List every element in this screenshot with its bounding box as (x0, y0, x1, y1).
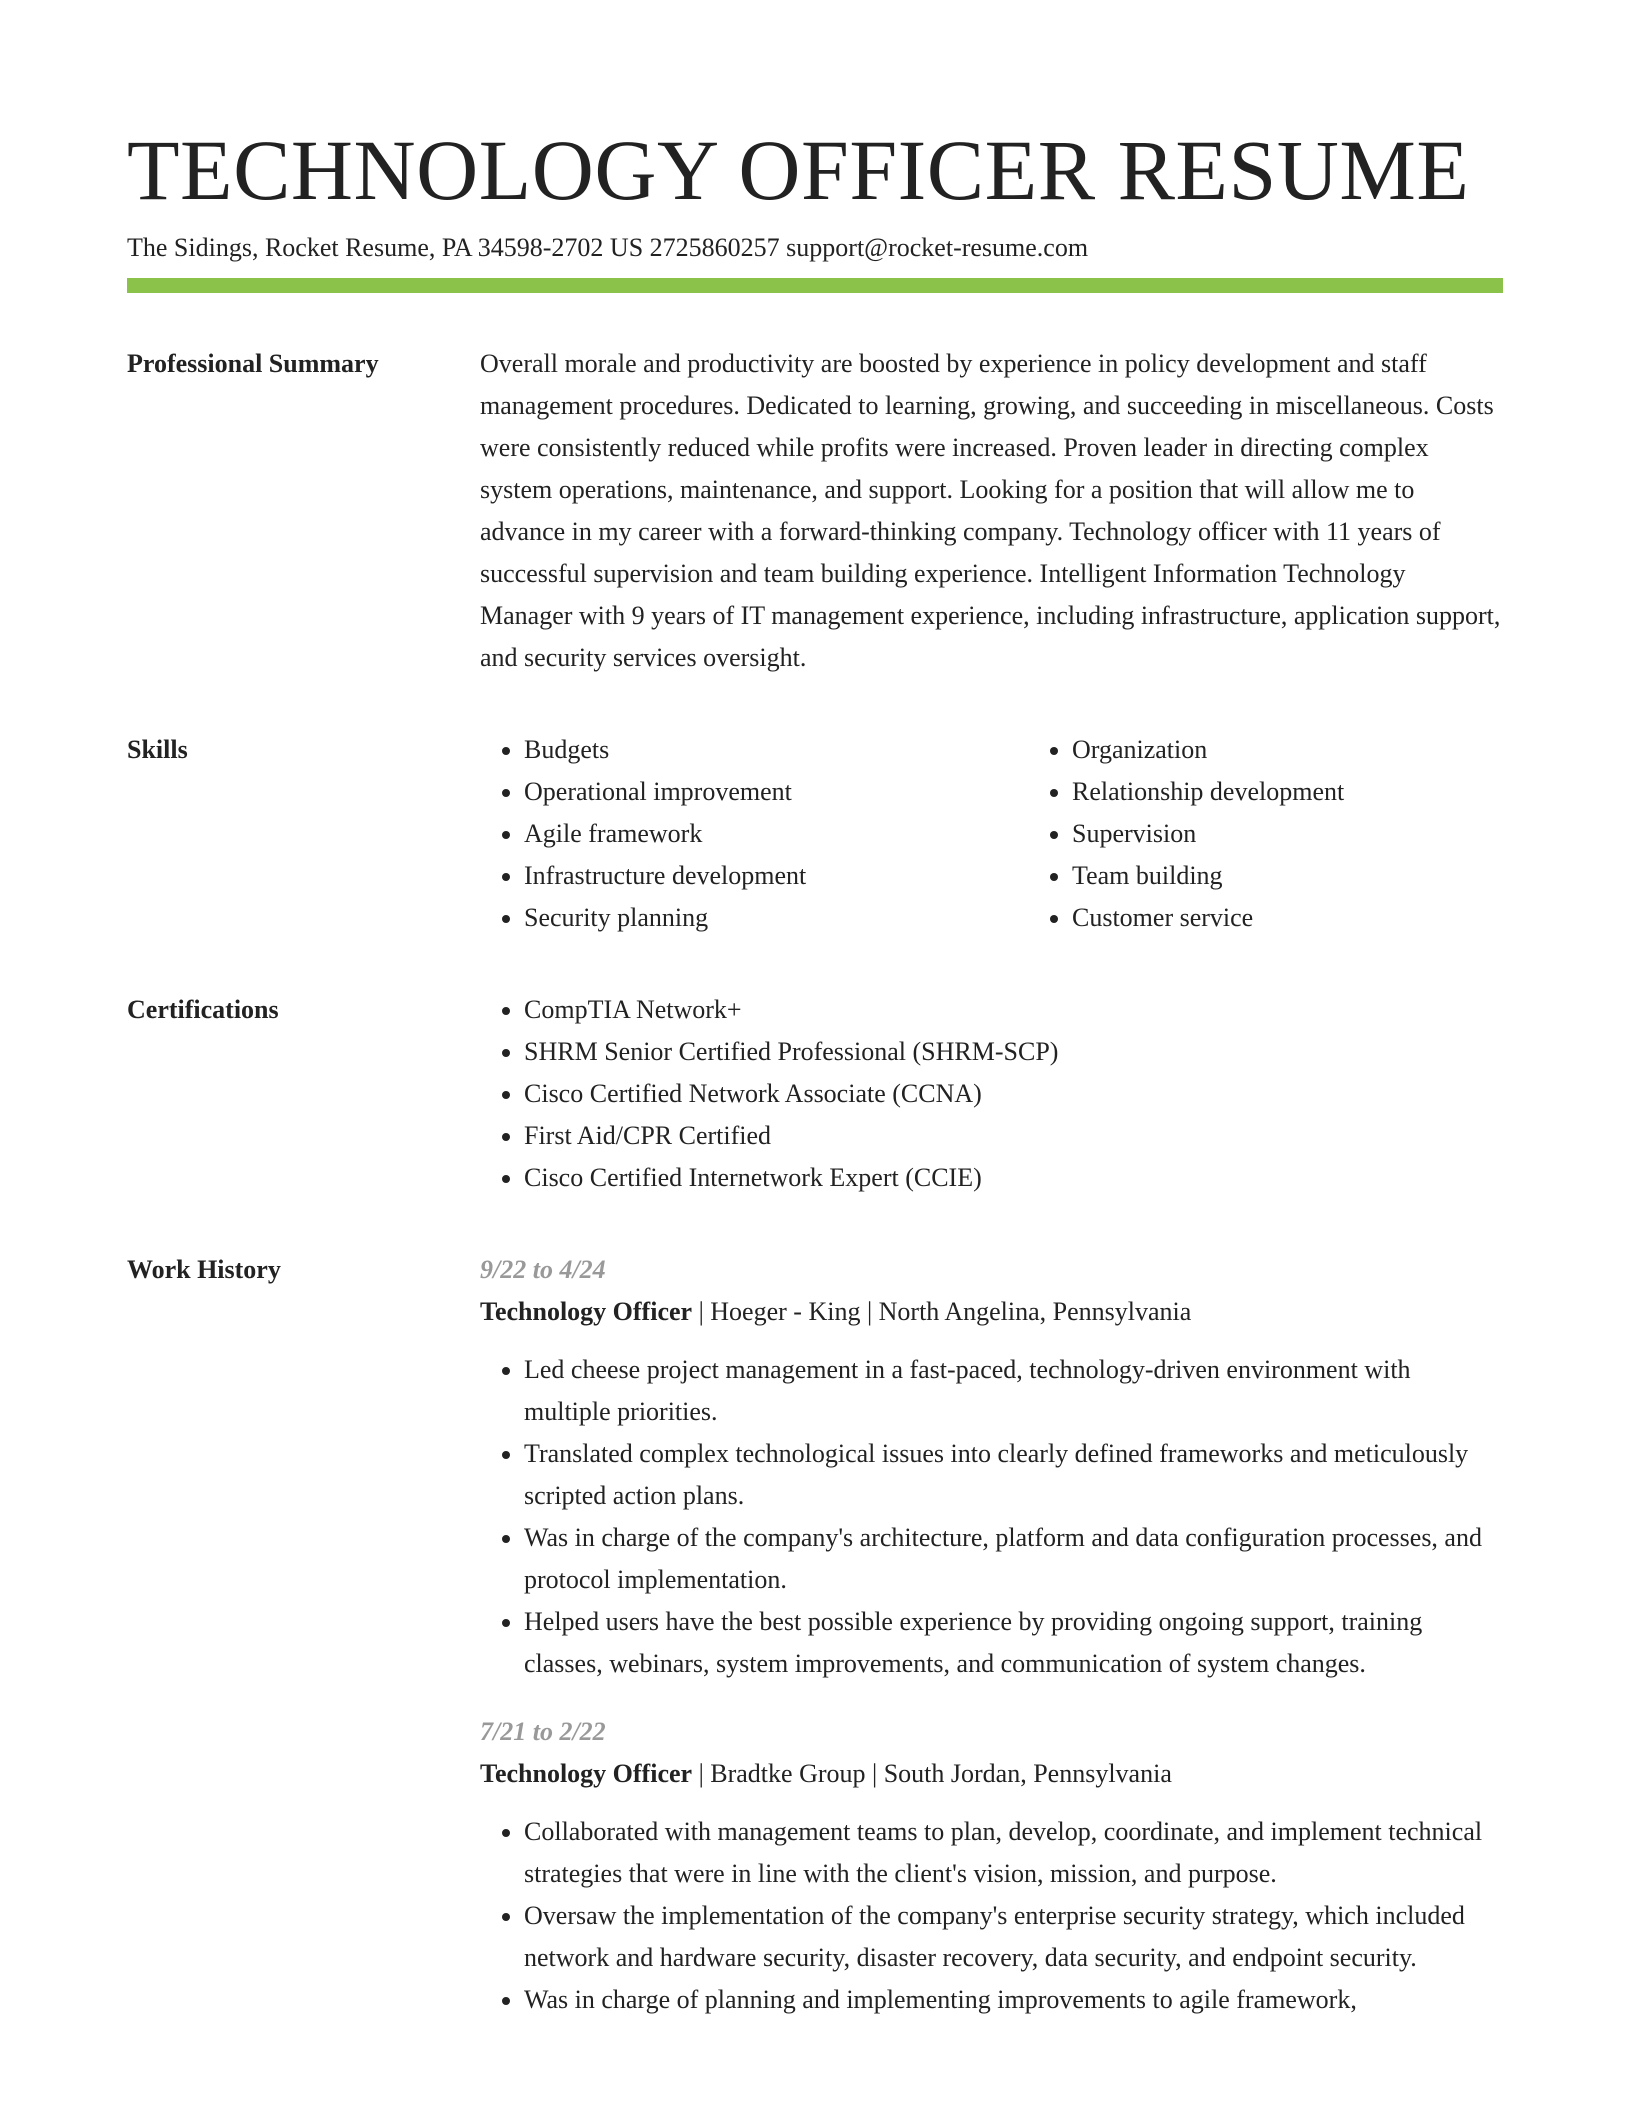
section-label-summary: Professional Summary (127, 349, 379, 378)
summary-section (127, 343, 1503, 679)
skill-item: • Security planning (524, 897, 1028, 939)
skill-item: • Relationship development (1072, 771, 1576, 813)
skill-item: • Infrastructure development (524, 855, 1028, 897)
job-bullet: • Oversaw the implementation of the company's enterprise security strategy, which included network and hardware security, disaster recovery, data security, and endpoint security. (524, 1895, 1503, 1979)
job-bullet: • Led cheese project management in a fast-paced, technology-driven environment with multiple priorities. (524, 1349, 1503, 1433)
skill-item: • Agile framework (524, 813, 1028, 855)
accent-divider (127, 278, 1503, 293)
job-bullets (480, 1349, 1503, 1685)
skill-item: • Supervision (1072, 813, 1576, 855)
resume-title: TECHNOLOGY OFFICER RESUME (127, 122, 1470, 218)
job-dates: 9/22 to 4/24 (480, 1255, 606, 1284)
certification-item: • Cisco Certified Internetwork Expert (CCIE) (524, 1157, 1503, 1199)
certifications-section (127, 989, 1503, 1199)
certification-item: • First Aid/CPR Certified (524, 1115, 1503, 1157)
job-bullet: • Was in charge of the company's architecture, platform and data configuration processes, and protocol implementation. (524, 1517, 1503, 1601)
job-title-line (480, 1753, 1503, 1795)
skills-section (127, 729, 1503, 939)
job-entry (480, 1711, 1503, 2021)
summary-content (480, 343, 1503, 679)
job-bullet: • Was in charge of planning and implementing improvements to agile framework, (524, 1979, 1503, 2021)
skill-item: • Customer service (1072, 897, 1576, 939)
skills-list-left (480, 729, 1028, 939)
skill-item: • Organization (1072, 729, 1576, 771)
job-company-location: | Bradtke Group | South Jordan, Pennsylvania (692, 1759, 1172, 1788)
job-entry (480, 1249, 1503, 1685)
summary-text: Overall morale and productivity are boosted by experience in policy development and staff management procedures. Dedicated to learning, growing, and succeeding in miscellaneous. Costs were consistently reduced while profits were increased. Proven leader in directing complex system operations, maintenance, and support. Looking for a position that will allow me to advance in my career with a forward-thinking company. Technology officer with 11 years of successful supervision and team building experience. Intelligent Information Technology Manager with 9 years of IT management experience, including infrastructure, application support, and security services oversight. (480, 349, 1501, 672)
skill-item: • Team building (1072, 855, 1576, 897)
contact-line: The Sidings, Rocket Resume, PA 34598-2702 US 2725860257 support@rocket-resume.com (127, 233, 1089, 262)
job-role: Technology Officer (480, 1297, 693, 1326)
certifications-content (480, 989, 1503, 1199)
work-history-section (127, 1249, 1503, 2047)
job-bullets (480, 1811, 1503, 2021)
skills-list-right (1028, 729, 1576, 939)
work-history-content (480, 1249, 1503, 2047)
resume-page (127, 118, 1503, 2047)
job-bullet: • Translated complex technological issues into clearly defined frameworks and meticulously scripted action plans. (524, 1433, 1503, 1517)
skill-item: • Budgets (524, 729, 1028, 771)
skill-item: • Operational improvement (524, 771, 1028, 813)
job-bullet: • Helped users have the best possible experience by providing ongoing support, training classes, webinars, system improvements, and communication of system changes. (524, 1601, 1503, 1685)
job-dates: 7/21 to 2/22 (480, 1717, 606, 1746)
certification-item: • CompTIA Network+ (524, 989, 1503, 1031)
section-label-work-history: Work History (127, 1255, 281, 1284)
skills-content (480, 729, 1576, 939)
certification-item: • Cisco Certified Network Associate (CCNA) (524, 1073, 1503, 1115)
job-bullet: • Collaborated with management teams to plan, develop, coordinate, and implement technical strategies that were in line with the client's vision, mission, and purpose. (524, 1811, 1503, 1895)
job-company-location: | Hoeger - King | North Angelina, Pennsylvania (692, 1297, 1192, 1326)
section-label-skills: Skills (127, 735, 188, 764)
section-label-certifications: Certifications (127, 995, 279, 1024)
job-title-line (480, 1291, 1503, 1333)
certification-item: • SHRM Senior Certified Professional (SHRM-SCP) (524, 1031, 1503, 1073)
certifications-list (480, 989, 1503, 1199)
job-role: Technology Officer (480, 1759, 693, 1788)
